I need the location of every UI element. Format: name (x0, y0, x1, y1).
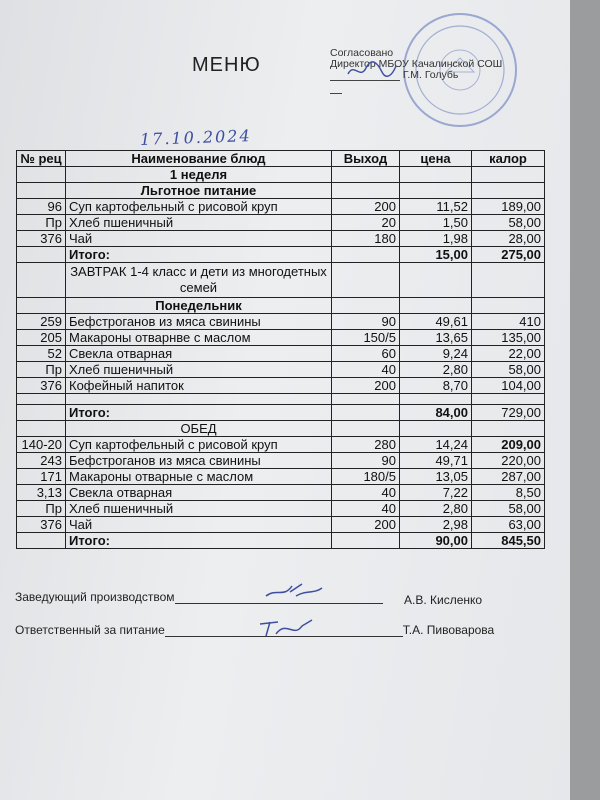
dish-calories: 28,00 (472, 231, 545, 247)
table-row (17, 485, 545, 501)
total-price: 84,00 (400, 405, 472, 421)
portion-output: 40 (332, 501, 400, 517)
recipe-number: Пр (17, 501, 66, 517)
dish-name: Бефстроганов из мяса свинины (66, 314, 332, 330)
dish-calories: 58,00 (472, 215, 545, 231)
empty-cell (332, 394, 400, 405)
meal-heading: ЗАВТРАК 1-4 класс и дети из многодетных семей (66, 263, 332, 298)
empty-cell (400, 167, 472, 183)
empty-cell (400, 421, 472, 437)
recipe-number: 376 (17, 378, 66, 394)
empty-cell (17, 394, 66, 405)
total-row (17, 247, 545, 263)
dish-calories: 189,00 (472, 199, 545, 215)
empty-cell (332, 533, 400, 549)
empty-cell (400, 298, 472, 314)
dish-calories: 58,00 (472, 362, 545, 378)
section-heading: 1 неделя (66, 167, 332, 183)
col-price: цена (400, 151, 472, 167)
dish-name: Суп картофельный с рисовой круп (66, 437, 332, 453)
approval-name: Г.М. Голубь (402, 69, 459, 81)
table-row (17, 378, 545, 394)
responsible-signature (254, 614, 320, 642)
total-calories: 729,00 (472, 405, 545, 421)
portion-output: 180/5 (332, 469, 400, 485)
section-heading-row (17, 183, 545, 199)
empty-cell (400, 263, 472, 298)
portion-output: 150/5 (332, 330, 400, 346)
col-out: Выход (332, 151, 400, 167)
empty-cell (332, 298, 400, 314)
production-signature-row (15, 590, 383, 604)
approval-heading: Согласовано (330, 47, 394, 59)
dish-name: Макароны отварные с маслом (66, 469, 332, 485)
dish-price: 49,61 (400, 314, 472, 330)
approval-dash (330, 93, 342, 94)
menu-date: 17.10.2024 (139, 126, 252, 149)
empty-cell (400, 183, 472, 199)
dish-calories: 287,00 (472, 469, 545, 485)
recipe-number: 52 (17, 346, 66, 362)
empty-cell (472, 183, 545, 199)
recipe-number: 243 (17, 453, 66, 469)
spacer-row (17, 394, 545, 405)
portion-output: 200 (332, 378, 400, 394)
empty-cell (400, 394, 472, 405)
recipe-number: 171 (17, 469, 66, 485)
dish-name: Суп картофельный с рисовой круп (66, 199, 332, 215)
total-label: Итого: (66, 405, 332, 421)
recipe-number: Пр (17, 215, 66, 231)
page-title: МЕНЮ (192, 54, 261, 76)
empty-cell (17, 405, 66, 421)
recipe-number: 376 (17, 517, 66, 533)
table-header-row (17, 151, 545, 167)
meal-heading-row (17, 263, 545, 298)
dish-name: Кофейный напиток (66, 378, 332, 394)
director-signature (344, 58, 400, 84)
empty-cell (66, 394, 332, 405)
col-num: № рец (17, 151, 66, 167)
empty-cell (17, 421, 66, 437)
empty-cell (17, 247, 66, 263)
portion-output: 180 (332, 231, 400, 247)
dish-calories: 220,00 (472, 453, 545, 469)
portion-output: 90 (332, 453, 400, 469)
dish-name: Чай (66, 517, 332, 533)
table-row (17, 330, 545, 346)
dish-calories: 104,00 (472, 378, 545, 394)
table-row (17, 501, 545, 517)
dish-calories: 58,00 (472, 501, 545, 517)
dish-price: 2,80 (400, 362, 472, 378)
portion-output: 40 (332, 485, 400, 501)
dish-calories: 135,00 (472, 330, 545, 346)
col-cal: калор (472, 151, 545, 167)
dish-name: Чай (66, 231, 332, 247)
section-heading-row (17, 298, 545, 314)
total-label: Итого: (66, 247, 332, 263)
table-row (17, 517, 545, 533)
total-calories: 275,00 (472, 247, 545, 263)
empty-cell (472, 167, 545, 183)
recipe-number: 205 (17, 330, 66, 346)
table-row (17, 453, 545, 469)
responsible-name: Т.А. Пивоварова (402, 623, 495, 637)
dish-name: Хлеб пшеничный (66, 501, 332, 517)
portion-output: 280 (332, 437, 400, 453)
table-row (17, 215, 545, 231)
dish-name: Хлеб пшеничный (66, 215, 332, 231)
portion-output: 90 (332, 314, 400, 330)
total-price: 90,00 (400, 533, 472, 549)
portion-output: 20 (332, 215, 400, 231)
table-row (17, 362, 545, 378)
portion-output: 60 (332, 346, 400, 362)
empty-cell (472, 421, 545, 437)
portion-output: 200 (332, 517, 400, 533)
dish-name: Свекла отварная (66, 346, 332, 362)
dish-calories: 209,00 (472, 437, 545, 453)
production-name: А.В. Кисленко (404, 593, 483, 607)
menu-table-body (17, 167, 545, 549)
recipe-number: 259 (17, 314, 66, 330)
dish-name: Свекла отварная (66, 485, 332, 501)
dish-price: 13,05 (400, 469, 472, 485)
portion-output: 200 (332, 199, 400, 215)
section-heading: Льготное питание (66, 183, 332, 199)
total-row (17, 405, 545, 421)
table-row (17, 231, 545, 247)
total-price: 15,00 (400, 247, 472, 263)
dish-price: 8,70 (400, 378, 472, 394)
dish-calories: 410 (472, 314, 545, 330)
table-row (17, 314, 545, 330)
empty-cell (17, 183, 66, 199)
recipe-number: 376 (17, 231, 66, 247)
dish-name: Макароны отварнве с маслом (66, 330, 332, 346)
recipe-number: 96 (17, 199, 66, 215)
empty-cell (332, 247, 400, 263)
empty-cell (332, 405, 400, 421)
total-row (17, 533, 545, 549)
dish-price: 49,71 (400, 453, 472, 469)
production-label: Заведующий производством (15, 590, 175, 604)
dish-calories: 22,00 (472, 346, 545, 362)
empty-cell (472, 394, 545, 405)
empty-cell (472, 298, 545, 314)
empty-cell (332, 263, 400, 298)
dish-price: 9,24 (400, 346, 472, 362)
dish-price: 1,98 (400, 231, 472, 247)
empty-cell (17, 263, 66, 298)
total-label: Итого: (66, 533, 332, 549)
table-row (17, 437, 545, 453)
menu-table (16, 150, 545, 549)
portion-output: 40 (332, 362, 400, 378)
approval-director: Директор МБОУ Качалинской СОШ (330, 58, 503, 70)
empty-cell (17, 167, 66, 183)
dish-price: 7,22 (400, 485, 472, 501)
empty-cell (332, 183, 400, 199)
dish-price: 14,24 (400, 437, 472, 453)
meal-heading: ОБЕД (66, 421, 332, 437)
recipe-number: 3,13 (17, 485, 66, 501)
empty-cell (472, 263, 545, 298)
total-calories: 845,50 (472, 533, 545, 549)
recipe-number: 140-20 (17, 437, 66, 453)
production-signature (262, 578, 326, 604)
section-heading: Понедельник (66, 298, 332, 314)
recipe-number: Пр (17, 362, 66, 378)
dish-calories: 8,50 (472, 485, 545, 501)
table-row (17, 346, 545, 362)
dish-name: Бефстроганов из мяса свинины (66, 453, 332, 469)
table-row (17, 199, 545, 215)
dish-name: Хлеб пшеничный (66, 362, 332, 378)
dish-calories: 63,00 (472, 517, 545, 533)
empty-cell (332, 421, 400, 437)
dish-price: 1,50 (400, 215, 472, 231)
dish-price: 2,80 (400, 501, 472, 517)
section-heading-row (17, 167, 545, 183)
meal-heading-row (17, 421, 545, 437)
empty-cell (17, 533, 66, 549)
col-name: Наименование блюд (66, 151, 332, 167)
responsible-label: Ответственный за питание (15, 623, 165, 637)
dish-price: 2,98 (400, 517, 472, 533)
dish-price: 11,52 (400, 199, 472, 215)
empty-cell (332, 167, 400, 183)
dish-price: 13,65 (400, 330, 472, 346)
empty-cell (17, 298, 66, 314)
table-row (17, 469, 545, 485)
